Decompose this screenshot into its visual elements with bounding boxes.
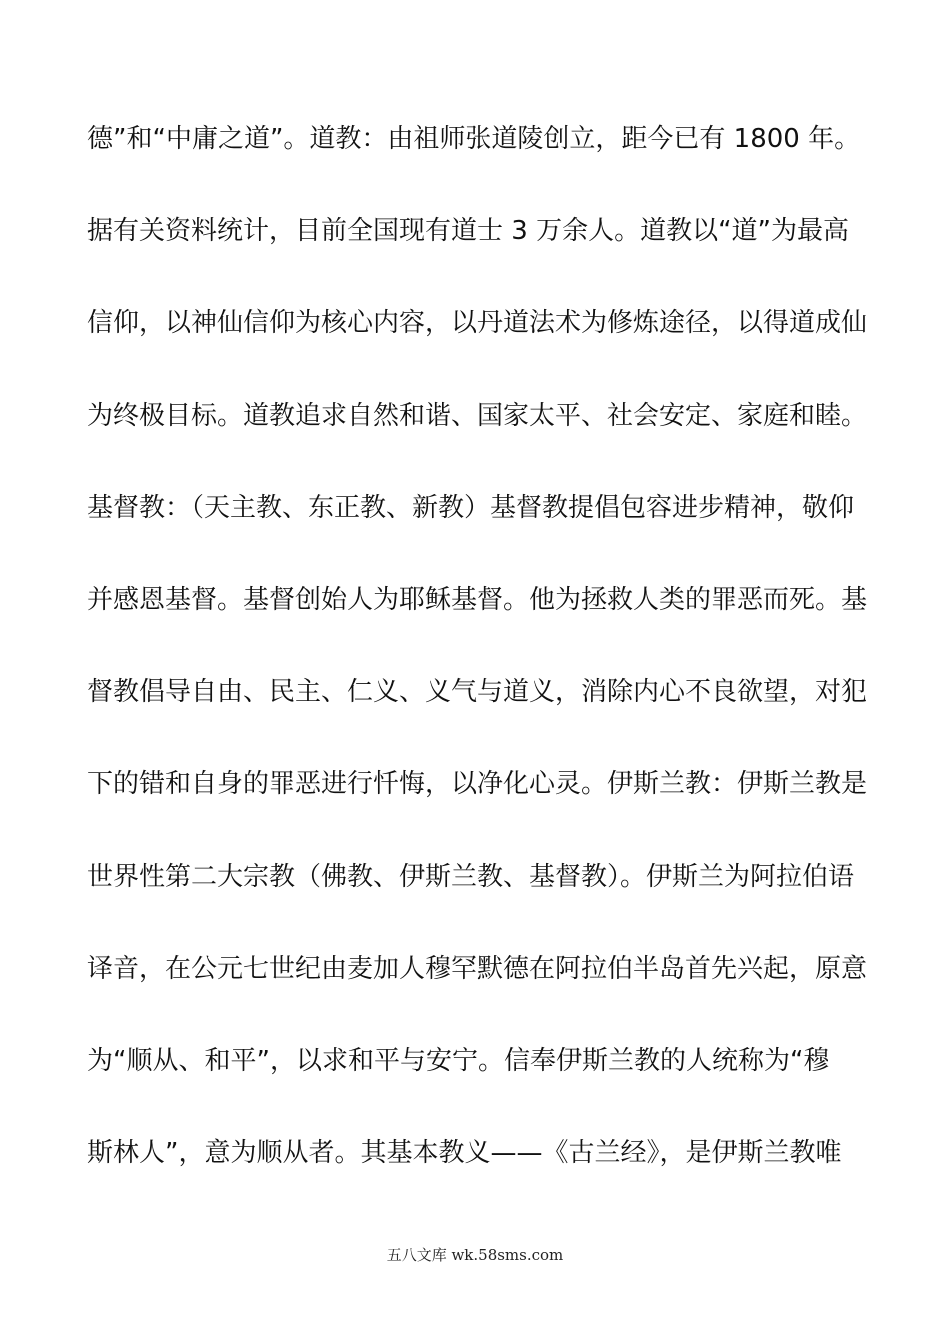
page-footer: 五八文库 wk.58sms.com <box>386 1246 564 1264</box>
text-line: 督教倡导自由、民主、仁义、义气与道义，消除内心不良欲望，对犯 <box>87 677 868 708</box>
text-line: 世界性第二大宗教（佛教、伊斯兰教、基督教）。伊斯兰为阿拉伯语 <box>87 861 855 892</box>
body-text <box>87 116 877 1222</box>
text-line: 斯林人”，意为顺从者。其基本教义——《古兰经》，是伊斯兰教唯 <box>87 1138 842 1169</box>
text-line: 译音，在公元七世纪由麦加人穆罕默德在阿拉伯半岛首先兴起，原意 <box>87 953 868 984</box>
text-line: 信仰，以神仙信仰为核心内容，以丹道法术为修炼途径，以得道成仙 <box>87 308 868 339</box>
text-line: 并感恩基督。基督创始人为耶稣基督。他为拯救人类的罪恶而死。基 <box>87 584 868 615</box>
text-line: 为终极目标。道教追求自然和谐、国家太平、社会安定、家庭和睦。 <box>87 400 868 431</box>
text-line: 为“顺从、和平”，以求和平与安宁。信奉伊斯兰教的人统称为“穆 <box>87 1045 830 1076</box>
text-line: 据有关资料统计，目前全国现有道士 3 万余人。道教以“道”为最高 <box>87 216 850 247</box>
text-line: 德”和“中庸之道”。道教：由祖师张道陵创立，距今已有 1800 年。 <box>87 124 861 154</box>
text-line: 下的错和自身的罪恶进行忏悔，以净化心灵。伊斯兰教：伊斯兰教是 <box>87 769 868 800</box>
text-line: 基督教：（天主教、东正教、新教）基督教提倡包容进步精神，敬仰 <box>87 492 855 523</box>
